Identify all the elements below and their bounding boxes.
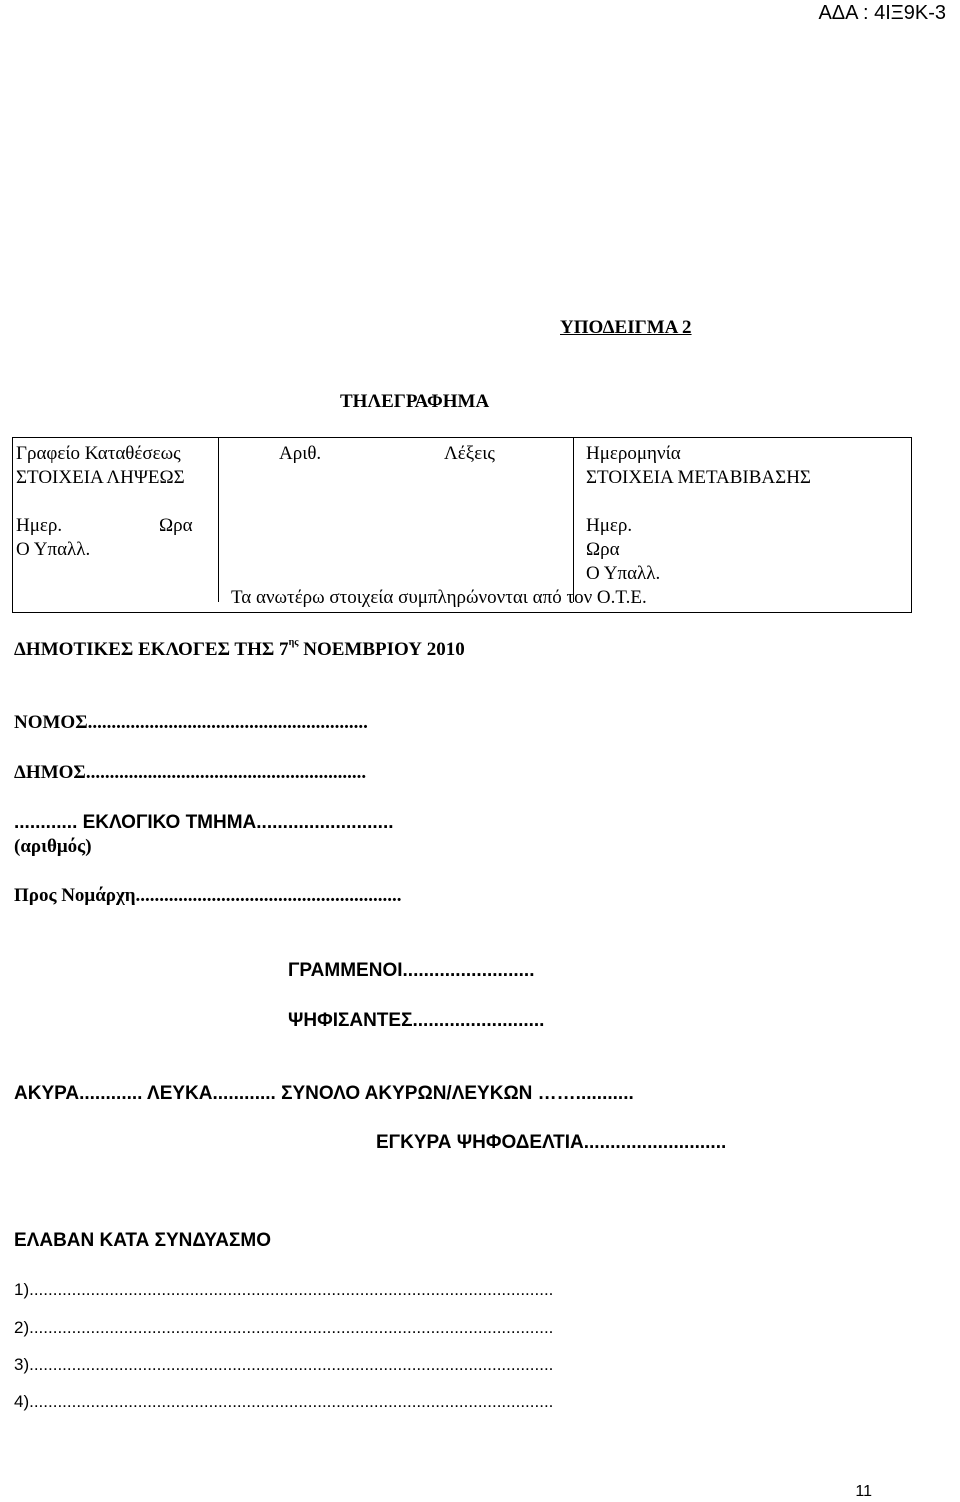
coalition-line-4: 4)...............................................................................................................: [14, 1392, 554, 1411]
elections-prefix: ΔΗΜΟΤΙΚΕΣ ΕΚΛΟΓΕΣ ΤΗΣ 7: [14, 639, 289, 660]
invalid-blank-line: ΑΚΥΡΑ............ ΛΕΥΚΑ............ ΣΥΝΟΛΟ ΑΚΥΡΩΝ/ΛΕΥΚΩΝ ……...........: [14, 1083, 634, 1104]
voters-field: ΨΗΦΙΣΑΝΤΕΣ.........................: [288, 1010, 545, 1031]
transmission-date-label: Ημερ.: [586, 515, 633, 536]
elections-heading: [14, 637, 465, 660]
table-divider-left: [218, 438, 219, 602]
transmission-hour-label: Ωρα: [586, 539, 620, 560]
ote-note: Τα ανωτέρω στοιχεία συμπληρώνονται από τον Ο.Τ.Ε.: [231, 587, 647, 608]
table-divider-right: [573, 438, 574, 602]
office-label: Γραφείο Καταθέσεως: [16, 443, 181, 464]
telegram-info-table: [12, 437, 912, 613]
transmission-details-label: ΣΤΟΙΧΕΙΑ ΜΕΤΑΒΙΒΑΣΗΣ: [586, 467, 811, 488]
receipt-clerk-label: Ο Υπαλλ.: [16, 539, 91, 560]
sample-title: ΥΠΟΔΕΙΓΜΑ 2: [560, 317, 692, 338]
coalition-line-1: 1)...............................................................................................................: [14, 1280, 554, 1299]
coalition-line-3: 3)...............................................................................................................: [14, 1355, 554, 1374]
page-number: 11: [855, 1483, 872, 1500]
date-label: Ημερομηνία: [586, 443, 681, 464]
arith-label: Αριθ.: [279, 443, 322, 464]
receipt-hour-label: Ωρα: [159, 515, 193, 536]
number-hint: (αριθμός): [14, 836, 92, 857]
ada-code: ΑΔΑ : 4ΙΞ9Κ-3: [818, 2, 946, 24]
coalition-line-2: 2)...............................................................................................................: [14, 1318, 554, 1337]
dimos-field: ΔΗΜΟΣ...........................................................: [14, 762, 367, 783]
words-label: Λέξεις: [444, 443, 495, 464]
valid-ballots-field: ΕΓΚΥΡΑ ΨΗΦΟΔΕΛΤΙΑ...........................: [376, 1132, 727, 1153]
telegram-title: ΤΗΛΕΓΡΑΦΗΜΑ: [340, 391, 490, 412]
coalition-heading: ΕΛΑΒΑΝ ΚΑΤΑ ΣΥΝΔΥΑΣΜΟ: [14, 1230, 271, 1251]
nomos-field: ΝΟΜΟΣ...........................................................: [14, 712, 368, 733]
prefect-field: Προς Νομάρχη........................................................: [14, 885, 402, 906]
transmission-clerk-label: Ο Υπαλλ.: [586, 563, 661, 584]
receipt-date-label: Ημερ.: [16, 515, 63, 536]
electoral-section-field: ............ ΕΚΛΟΓΙΚΟ ΤΜΗΜΑ..........................: [14, 812, 394, 833]
elections-suffix: ΝΟΕΜΒΡΙΟΥ 2010: [298, 639, 465, 660]
elections-ordinal: ης: [288, 637, 299, 648]
registered-field: ΓΡΑΜΜΕΝΟΙ.........................: [288, 960, 535, 981]
receipt-details-label: ΣΤΟΙΧΕΙΑ ΛΗΨΕΩΣ: [16, 467, 185, 488]
